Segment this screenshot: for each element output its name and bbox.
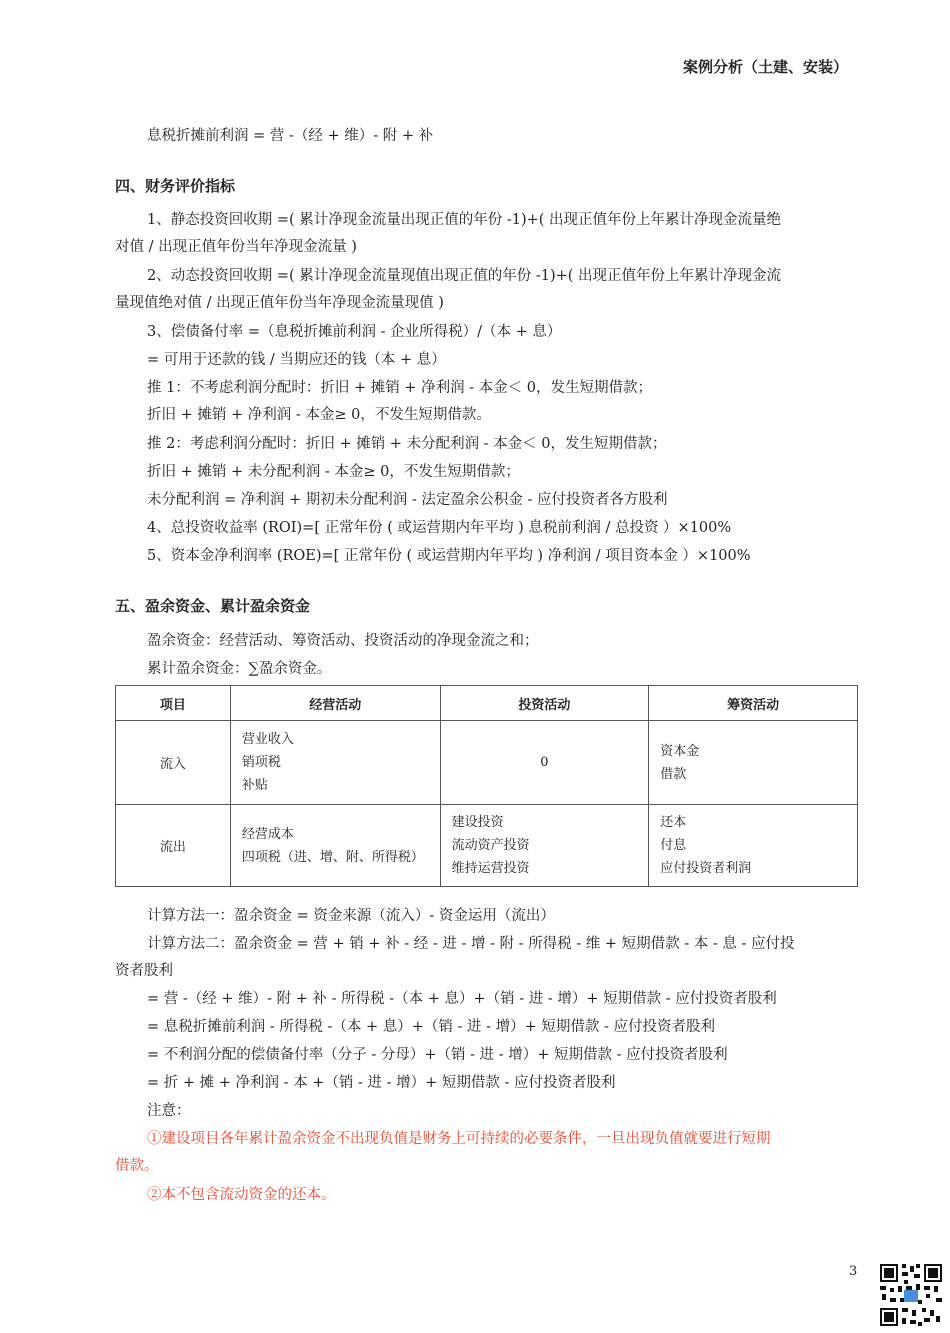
s4-line: 5、资本金净利润率 (ROE)=[ 正常年份 ( 或运营期内年平均 ) 净利润 / 项目资本金 ）×100%: [147, 548, 751, 564]
table-row: [116, 721, 858, 805]
row-label: 流出: [116, 805, 231, 887]
section5-heading: 五、盈余资金、累计盈余资金: [115, 597, 311, 615]
table-header-row: [116, 686, 858, 721]
method-line: = 折 + 摊 + 净利润 - 本 +（销 - 进 - 增）+ 短期借款 - 应付投资者股利: [147, 1075, 616, 1091]
s4-line: 2、动态投资回收期 =( 累计净现金流量现值出现正值的年份 -1)+( 出现正值年份上年累计净现金流: [147, 268, 782, 284]
s4-line: 4、总投资收益率 (ROI)=[ 正常年份 ( 或运营期内年平均 ) 息税前利润 / 总投资 ）×100%: [147, 520, 732, 536]
s5-line: 盈余资金：经营活动、筹资活动、投资活动的净现金流之和；: [147, 633, 539, 649]
s4-line: 3、偿债备付率 =（息税折摊前利润 - 企业所得税）/（本 + 息）: [147, 324, 562, 340]
s4-line: 对值 / 出现正值年份当年净现金流量 ): [115, 239, 357, 255]
s5-line: 累计盈余资金：∑盈余资金。: [147, 661, 332, 677]
s4-line: 未分配利润 = 净利润 + 期初未分配利润 - 法定盈余公积金 - 应付投资者各方股利: [147, 492, 668, 508]
header-financing: 筹资活动: [649, 686, 858, 721]
section4-heading: 四、财务评价指标: [115, 177, 236, 195]
cell-operating: 营业收入 销项税 补贴: [230, 721, 440, 805]
note-label: 注意：: [147, 1103, 191, 1119]
header-investing: 投资活动: [440, 686, 649, 721]
s4-line: 推 2：考虑利润分配时：折旧 + 摊销 + 未分配利润 - 本金＜ 0，发生短期借款；: [147, 436, 667, 452]
cell-financing: 还本 付息 应付投资者利润: [649, 805, 858, 887]
page-number: 3: [849, 1264, 858, 1279]
method-line: 计算方法一：盈余资金 = 资金来源（流入）- 资金运用（流出）: [147, 908, 555, 924]
cell-investing: 0: [440, 721, 649, 805]
note-line: 借款。: [115, 1158, 159, 1174]
header-item: 项目: [116, 686, 231, 721]
s4-line: 折旧 + 摊销 + 净利润 - 本金≥ 0，不发生短期借款。: [147, 407, 491, 423]
formula-ebitda: 息税折摊前利润 = 营 -（经 + 维）- 附 + 补: [147, 128, 434, 144]
table-row: [116, 805, 858, 887]
running-header: 案例分析（土建、安装）: [683, 58, 849, 76]
row-label: 流入: [116, 721, 231, 805]
s4-line: 1、静态投资回收期 =( 累计净现金流量出现正值的年份 -1)+( 出现正值年份上年累计净现金流量绝: [147, 212, 782, 228]
qr-code-icon[interactable]: [878, 1262, 944, 1328]
s4-line: = 可用于还款的钱 / 当期应还的钱（本 + 息）: [147, 352, 446, 368]
s4-line: 量现值绝对值 / 出现正值年份当年净现金流量现值 ): [115, 295, 444, 311]
method-line: = 息税折摊前利润 - 所得税 -（本 + 息）+（销 - 进 - 增）+ 短期借款 - 应付投资者股利: [147, 1019, 716, 1035]
s4-line: 折旧 + 摊销 + 未分配利润 - 本金≥ 0，不发生短期借款；: [147, 464, 520, 480]
s4-line: 推 1：不考虑利润分配时：折旧 + 摊销 + 净利润 - 本金＜ 0，发生短期借款；: [147, 380, 653, 396]
method-line: 资者股利: [115, 963, 173, 979]
note-line: ②本不包含流动资金的还本。: [147, 1187, 336, 1203]
cell-investing: 建设投资 流动资产投资 维持运营投资: [440, 805, 649, 887]
cell-operating: 经营成本 四项税（进、增、附、所得税）: [230, 805, 440, 887]
method-line: = 不利润分配的偿债备付率（分子 - 分母）+（销 - 进 - 增）+ 短期借款 - 应付投资者股利: [147, 1047, 728, 1063]
header-operating: 经营活动: [230, 686, 440, 721]
method-line: 计算方法二：盈余资金 = 营 + 销 + 补 - 经 - 进 - 增 - 附 - 所得税 - 维 + 短期借款 - 本 - 息 - 应付投: [147, 936, 795, 952]
cash-flow-table: [115, 685, 858, 887]
note-line: ①建设项目各年累计盈余资金不出现负值是财务上可持续的必要条件，一旦出现负值就要进行短期: [147, 1131, 771, 1147]
method-line: = 营 -（经 + 维）- 附 + 补 - 所得税 -（本 + 息）+（销 - 进 - 增）+ 短期借款 - 应付投资者股利: [147, 991, 777, 1007]
cell-financing: 资本金 借款: [649, 721, 858, 805]
